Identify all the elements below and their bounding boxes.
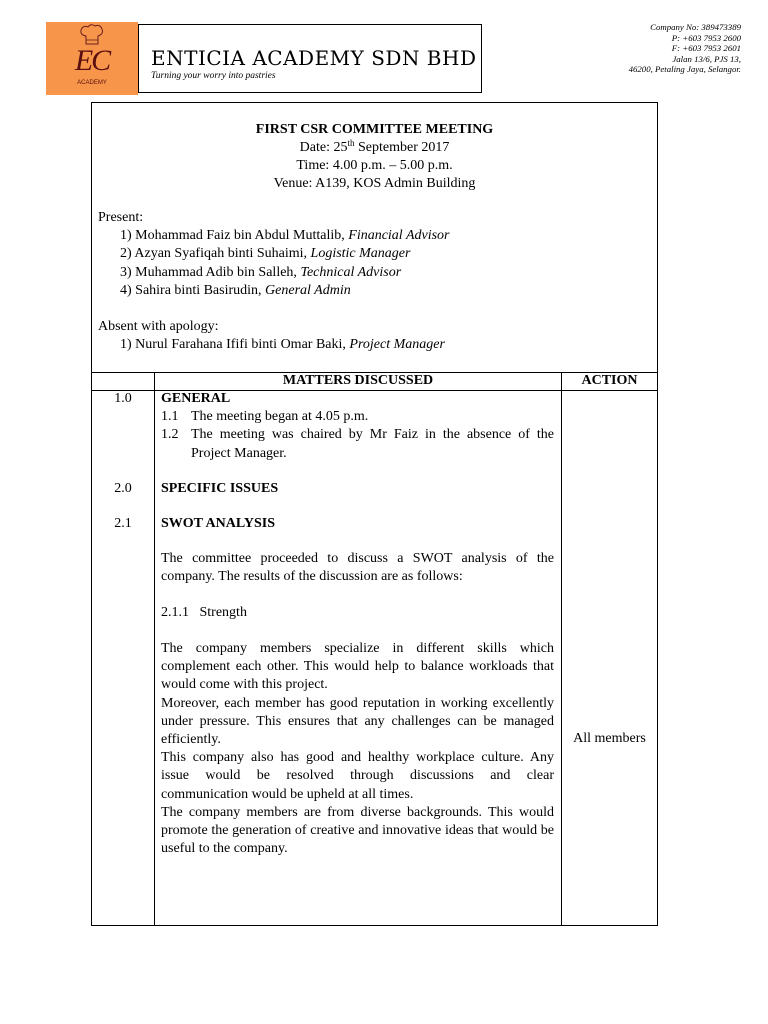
meeting-date xyxy=(92,139,657,157)
paragraph: The company members specialize in different skills which complement each other. This would help to balance workloads that would come with this project. xyxy=(161,641,554,693)
item-text: The meeting was chaired by Mr Faiz in the absence of the Project Manager. xyxy=(191,427,554,461)
list-item xyxy=(161,408,554,426)
section-number: 1.0 xyxy=(114,391,132,406)
absent-heading: Absent with apology: xyxy=(98,319,219,334)
company-contact xyxy=(629,22,741,75)
date-ordinal: th xyxy=(347,138,355,148)
absentee-name: 1) Nurul Farahana Ififi binti Omar Baki, xyxy=(120,337,350,353)
company-name: ENTICIA ACADEMY SDN BHD xyxy=(151,46,477,70)
attendee-role: Financial Advisor xyxy=(348,228,450,244)
strength-paragraphs xyxy=(161,640,554,858)
logo-subtext: ACADEMY xyxy=(77,80,107,86)
attendee-name: 2) Azyan Syafiqah binti Suhaimi, xyxy=(120,246,311,262)
attendee-3 xyxy=(98,264,450,282)
attendee-4 xyxy=(98,282,450,300)
meeting-venue: Venue: A139, KOS Admin Building xyxy=(273,176,476,191)
minutes-document xyxy=(91,102,658,926)
subsection-number: 2.1.1 xyxy=(161,605,189,620)
attendee-role: Technical Advisor xyxy=(300,264,402,280)
action-value: All members xyxy=(573,731,646,746)
company-tagline: Turning your worry into pastries xyxy=(151,71,276,81)
action-header: ACTION xyxy=(581,373,638,388)
attendee-name: 3) Muhammad Adib bin Salleh, xyxy=(120,264,301,280)
matters-discussed-header: MATTERS DISCUSSED xyxy=(282,373,434,388)
paragraph: This company also has good and healthy workplace culture. Any issue would be resolved through discussions and clear communication would be upheld at all times. xyxy=(161,750,554,802)
table-column-divider xyxy=(154,372,155,925)
swot-intro-paragraph: The committee proceeded to discuss a SWOT analysis of the company. The results of the discussion are as follows: xyxy=(161,551,554,585)
meeting-title: FIRST CSR COMMITTEE MEETING xyxy=(255,122,494,137)
date-text: Date: 25 xyxy=(299,140,348,155)
section-number: 2.1 xyxy=(114,516,132,531)
company-name-box xyxy=(138,24,482,93)
attendee-name: 1) Mohammad Faiz bin Abdul Muttalib, xyxy=(120,228,349,244)
present-heading: Present: xyxy=(98,210,144,225)
section-title: SWOT ANALYSIS xyxy=(161,516,276,531)
paragraph: Moreover, each member has good reputation in working excellently under pressure. This ensures that any challenges can be managed efficiently. xyxy=(161,695,554,748)
meeting-header xyxy=(92,103,657,372)
item-number: 1.1 xyxy=(161,409,179,425)
meeting-info xyxy=(92,121,657,193)
section-title: SPECIFIC ISSUES xyxy=(161,481,279,496)
item-number: 1.2 xyxy=(161,427,179,443)
address-line-1: Jalan 13/6, PJS 13, xyxy=(672,53,741,64)
table-column-divider xyxy=(561,372,562,925)
phone-number: P: +603 7953 2600 xyxy=(671,32,741,43)
attendee-role: Logistic Manager xyxy=(310,246,411,262)
section-general xyxy=(161,390,554,463)
absentee-role: Project Manager xyxy=(349,337,445,353)
attendee-1 xyxy=(98,227,450,245)
fax-number: F: +603 7953 2601 xyxy=(671,43,741,53)
date-month-year: September 2017 xyxy=(354,140,450,155)
company-logo xyxy=(46,22,138,95)
meeting-time: Time: 4.00 p.m. – 5.00 p.m. xyxy=(296,158,453,173)
absent-list xyxy=(98,318,445,354)
address-line-2: 46200, Petaling Jaya, Selangor. xyxy=(628,64,741,74)
logo-letters: EC xyxy=(74,44,110,77)
present-list xyxy=(98,209,450,300)
company-number: Company No: 389473389 xyxy=(650,22,741,32)
attendee-2 xyxy=(98,245,450,263)
section-title: GENERAL xyxy=(161,391,231,406)
item-text: The meeting began at 4.05 p.m. xyxy=(191,409,369,425)
strength-subheading xyxy=(161,604,554,622)
absentee-1 xyxy=(98,336,445,354)
list-item xyxy=(161,426,554,462)
section-number: 2.0 xyxy=(114,481,132,496)
attendee-role: General Admin xyxy=(265,282,351,298)
attendee-name: 4) Sahira binti Basirudin, xyxy=(120,282,266,298)
paragraph: The company members are from diverse backgrounds. This would promote the generation of creative and innovative ideas that would be useful to the company. xyxy=(161,804,554,857)
subsection-title: Strength xyxy=(199,605,247,620)
